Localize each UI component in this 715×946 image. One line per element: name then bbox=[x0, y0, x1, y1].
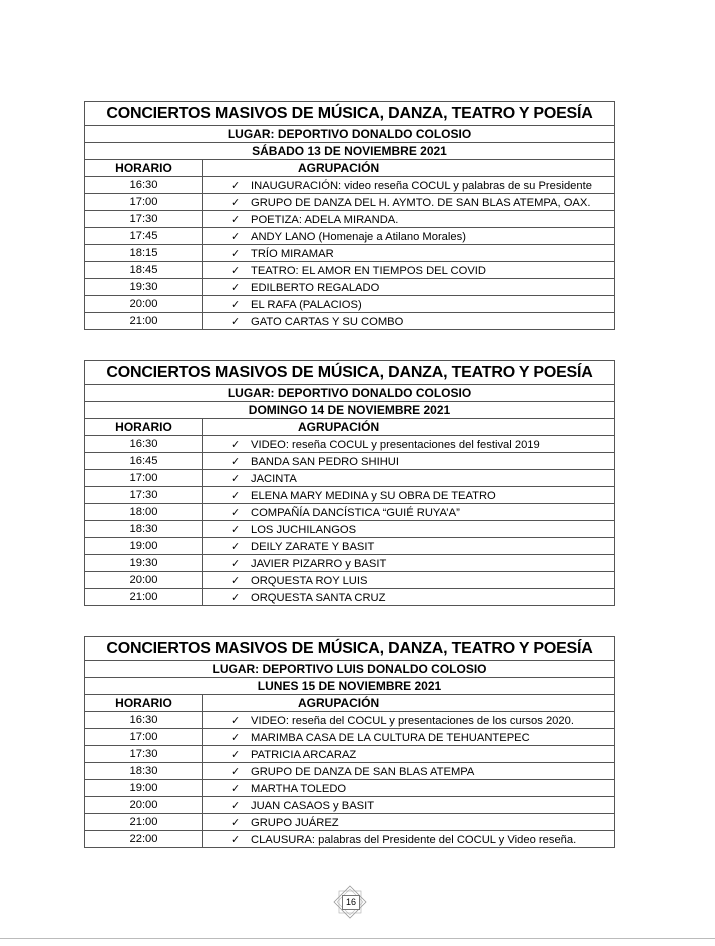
table-row bbox=[85, 296, 615, 313]
row-act bbox=[203, 763, 615, 780]
check-icon: ✓ bbox=[231, 833, 241, 846]
row-act bbox=[203, 831, 615, 848]
schedule-table bbox=[84, 360, 615, 606]
row-act bbox=[203, 487, 615, 504]
act-label: ORQUESTA SANTA CRUZ bbox=[251, 591, 386, 604]
row-time: 16:30 bbox=[85, 712, 203, 729]
column-header-horario: HORARIO bbox=[85, 419, 203, 436]
check-icon: ✓ bbox=[231, 591, 241, 604]
table-row bbox=[85, 177, 615, 194]
row-time: 22:00 bbox=[85, 831, 203, 848]
table-title-row bbox=[85, 637, 615, 661]
check-icon: ✓ bbox=[231, 298, 241, 311]
venue-row bbox=[85, 385, 615, 402]
row-act bbox=[203, 797, 615, 814]
act-label: COMPAÑÍA DANCÍSTICA “GUIÉ RUYA’A” bbox=[251, 506, 460, 519]
check-icon: ✓ bbox=[231, 213, 241, 226]
table-row bbox=[85, 729, 615, 746]
row-act bbox=[203, 313, 615, 330]
check-icon: ✓ bbox=[231, 714, 241, 727]
table-row bbox=[85, 470, 615, 487]
row-act bbox=[203, 538, 615, 555]
row-time: 17:00 bbox=[85, 729, 203, 746]
schedule-table bbox=[84, 101, 615, 330]
column-header-row bbox=[85, 419, 615, 436]
row-act bbox=[203, 194, 615, 211]
row-time: 17:30 bbox=[85, 746, 203, 763]
row-time: 16:30 bbox=[85, 177, 203, 194]
table-row bbox=[85, 228, 615, 245]
row-time: 17:00 bbox=[85, 470, 203, 487]
table-row bbox=[85, 504, 615, 521]
row-time: 20:00 bbox=[85, 296, 203, 313]
venue-label: LUGAR: DEPORTIVO DONALDO COLOSIO bbox=[85, 385, 615, 402]
row-act bbox=[203, 436, 615, 453]
table-row bbox=[85, 797, 615, 814]
row-act bbox=[203, 555, 615, 572]
act-label: TEATRO: EL AMOR EN TIEMPOS DEL COVID bbox=[251, 264, 486, 277]
row-act bbox=[203, 712, 615, 729]
row-act bbox=[203, 296, 615, 313]
act-label: BANDA SAN PEDRO SHIHUI bbox=[251, 455, 399, 468]
check-icon: ✓ bbox=[231, 731, 241, 744]
act-label: JUAN CASAOS y BASIT bbox=[251, 799, 375, 812]
row-act bbox=[203, 262, 615, 279]
act-label: PATRICIA ARCARAZ bbox=[251, 748, 357, 761]
check-icon: ✓ bbox=[231, 782, 241, 795]
row-act bbox=[203, 211, 615, 228]
act-label: MARTHA TOLEDO bbox=[251, 782, 347, 795]
act-label: LOS JUCHILANGOS bbox=[251, 523, 357, 536]
table-row bbox=[85, 555, 615, 572]
check-icon: ✓ bbox=[231, 315, 241, 328]
event-date: SÁBADO 13 DE NOVIEMBRE 2021 bbox=[85, 143, 615, 160]
act-label: EL RAFA (PALACIOS) bbox=[251, 298, 362, 311]
row-act bbox=[203, 729, 615, 746]
table-row bbox=[85, 313, 615, 330]
act-label: EDILBERTO REGALADO bbox=[251, 281, 380, 294]
act-label: GATO CARTAS Y SU COMBO bbox=[251, 315, 404, 328]
schedule-table bbox=[84, 636, 615, 848]
row-time: 17:30 bbox=[85, 211, 203, 228]
table-title-row bbox=[85, 361, 615, 385]
check-icon: ✓ bbox=[231, 264, 241, 277]
table-row bbox=[85, 194, 615, 211]
row-time: 18:15 bbox=[85, 245, 203, 262]
check-icon: ✓ bbox=[231, 523, 241, 536]
act-label: JAVIER PIZARRO y BASIT bbox=[251, 557, 387, 570]
row-act bbox=[203, 521, 615, 538]
row-time: 17:30 bbox=[85, 487, 203, 504]
check-icon: ✓ bbox=[231, 247, 241, 260]
row-act bbox=[203, 245, 615, 262]
row-act bbox=[203, 470, 615, 487]
act-label: DEILY ZARATE Y BASIT bbox=[251, 540, 375, 553]
date-row bbox=[85, 143, 615, 160]
column-header-agrupacion: AGRUPACIÓN bbox=[203, 695, 615, 712]
act-label: ELENA MARY MEDINA y SU OBRA DE TEATRO bbox=[251, 489, 496, 502]
act-label: GRUPO JUÁREZ bbox=[251, 816, 339, 829]
table-row bbox=[85, 780, 615, 797]
row-act bbox=[203, 814, 615, 831]
table-row bbox=[85, 211, 615, 228]
check-icon: ✓ bbox=[231, 281, 241, 294]
table-row bbox=[85, 538, 615, 555]
check-icon: ✓ bbox=[231, 472, 241, 485]
act-label: VIDEO: reseña COCUL y presentaciones del festival 2019 bbox=[251, 438, 540, 451]
date-row bbox=[85, 678, 615, 695]
act-label: GRUPO DE DANZA DEL H. AYMTO. DE SAN BLAS ATEMPA, OAX. bbox=[251, 196, 591, 209]
row-act bbox=[203, 589, 615, 606]
table-row bbox=[85, 831, 615, 848]
table-title-row bbox=[85, 102, 615, 126]
check-icon: ✓ bbox=[231, 455, 241, 468]
column-header-horario: HORARIO bbox=[85, 695, 203, 712]
page-number-badge bbox=[333, 885, 367, 919]
table-row bbox=[85, 712, 615, 729]
row-act bbox=[203, 572, 615, 589]
row-time: 19:00 bbox=[85, 780, 203, 797]
table-row bbox=[85, 453, 615, 470]
row-time: 17:45 bbox=[85, 228, 203, 245]
row-time: 17:00 bbox=[85, 194, 203, 211]
table-row bbox=[85, 245, 615, 262]
row-act bbox=[203, 746, 615, 763]
act-label: VIDEO: reseña del COCUL y presentaciones de los cursos 2020. bbox=[251, 714, 574, 727]
row-time: 19:30 bbox=[85, 279, 203, 296]
table-row bbox=[85, 763, 615, 780]
table-title: CONCIERTOS MASIVOS DE MÚSICA, DANZA, TEATRO Y POESÍA bbox=[85, 637, 615, 661]
event-date: LUNES 15 DE NOVIEMBRE 2021 bbox=[85, 678, 615, 695]
act-label: ANDY LANO (Homenaje a Atilano Morales) bbox=[251, 230, 466, 243]
row-time: 18:30 bbox=[85, 763, 203, 780]
row-time: 18:30 bbox=[85, 521, 203, 538]
table-row bbox=[85, 589, 615, 606]
act-label: JACINTA bbox=[251, 472, 297, 485]
row-act bbox=[203, 453, 615, 470]
act-label: GRUPO DE DANZA DE SAN BLAS ATEMPA bbox=[251, 765, 475, 778]
column-header-row bbox=[85, 160, 615, 177]
act-label: MARIMBA CASA DE LA CULTURA DE TEHUANTEPEC bbox=[251, 731, 530, 744]
row-time: 18:45 bbox=[85, 262, 203, 279]
table-row bbox=[85, 814, 615, 831]
row-time: 20:00 bbox=[85, 797, 203, 814]
row-act bbox=[203, 228, 615, 245]
check-icon: ✓ bbox=[231, 799, 241, 812]
table-row bbox=[85, 572, 615, 589]
venue-label: LUGAR: DEPORTIVO LUIS DONALDO COLOSIO bbox=[85, 661, 615, 678]
page-number: 16 bbox=[342, 895, 360, 910]
column-header-agrupacion: AGRUPACIÓN bbox=[203, 160, 615, 177]
act-label: ORQUESTA ROY LUIS bbox=[251, 574, 368, 587]
page-bottom-divider bbox=[0, 938, 715, 939]
date-row bbox=[85, 402, 615, 419]
row-time: 18:00 bbox=[85, 504, 203, 521]
check-icon: ✓ bbox=[231, 540, 241, 553]
table-title: CONCIERTOS MASIVOS DE MÚSICA, DANZA, TEATRO Y POESÍA bbox=[85, 102, 615, 126]
check-icon: ✓ bbox=[231, 557, 241, 570]
table-row bbox=[85, 746, 615, 763]
row-time: 21:00 bbox=[85, 313, 203, 330]
check-icon: ✓ bbox=[231, 748, 241, 761]
row-time: 21:00 bbox=[85, 814, 203, 831]
check-icon: ✓ bbox=[231, 765, 241, 778]
venue-row bbox=[85, 126, 615, 143]
table-row bbox=[85, 279, 615, 296]
column-header-agrupacion: AGRUPACIÓN bbox=[203, 419, 615, 436]
column-header-horario: HORARIO bbox=[85, 160, 203, 177]
table-row bbox=[85, 262, 615, 279]
row-time: 20:00 bbox=[85, 572, 203, 589]
table-row bbox=[85, 521, 615, 538]
check-icon: ✓ bbox=[231, 574, 241, 587]
row-time: 16:30 bbox=[85, 436, 203, 453]
act-label: INAUGURACIÓN: video reseña COCUL y palabras de su Presidente bbox=[251, 179, 592, 192]
check-icon: ✓ bbox=[231, 489, 241, 502]
row-act bbox=[203, 279, 615, 296]
row-time: 19:30 bbox=[85, 555, 203, 572]
act-label: POETIZA: ADELA MIRANDA. bbox=[251, 213, 399, 226]
row-act bbox=[203, 504, 615, 521]
check-icon: ✓ bbox=[231, 230, 241, 243]
row-time: 19:00 bbox=[85, 538, 203, 555]
check-icon: ✓ bbox=[231, 816, 241, 829]
column-header-row bbox=[85, 695, 615, 712]
row-act bbox=[203, 780, 615, 797]
check-icon: ✓ bbox=[231, 438, 241, 451]
table-row bbox=[85, 487, 615, 504]
row-act bbox=[203, 177, 615, 194]
check-icon: ✓ bbox=[231, 196, 241, 209]
row-time: 16:45 bbox=[85, 453, 203, 470]
row-time: 21:00 bbox=[85, 589, 203, 606]
check-icon: ✓ bbox=[231, 506, 241, 519]
table-title: CONCIERTOS MASIVOS DE MÚSICA, DANZA, TEATRO Y POESÍA bbox=[85, 361, 615, 385]
check-icon: ✓ bbox=[231, 179, 241, 192]
act-label: CLAUSURA: palabras del Presidente del COCUL y Video reseña. bbox=[251, 833, 577, 846]
venue-label: LUGAR: DEPORTIVO DONALDO COLOSIO bbox=[85, 126, 615, 143]
venue-row bbox=[85, 661, 615, 678]
table-row bbox=[85, 436, 615, 453]
event-date: DOMINGO 14 DE NOVIEMBRE 2021 bbox=[85, 402, 615, 419]
act-label: TRÍO MIRAMAR bbox=[251, 247, 334, 260]
